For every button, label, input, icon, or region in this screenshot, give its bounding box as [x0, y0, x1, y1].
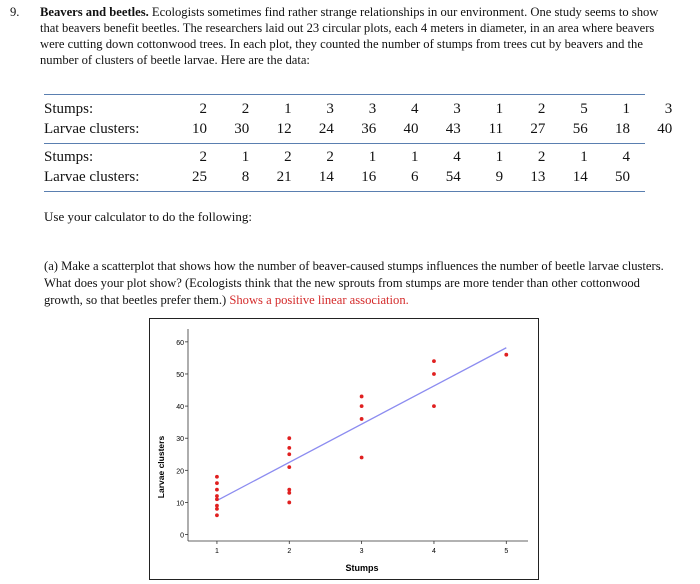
data-point: [360, 456, 364, 460]
data-table-block-1: [44, 101, 673, 141]
row1-larvae-cell: 43: [445, 121, 461, 137]
row1-stumps-cell: 3: [453, 101, 461, 117]
row1-larvae-cell: 12: [276, 121, 292, 137]
data-point: [432, 372, 436, 376]
data-point: [287, 446, 291, 450]
part-a-question: (a) Make a scatterplot that shows how the number of beaver-caused stumps influences the number of beetle larvae clusters. What does your plot show? (Ecologists think that the new sprouts from stumps are more tender than other cottonwood growth, so that beetles prefer them.): [44, 259, 664, 307]
table-mid-rule: [44, 143, 645, 144]
row2-stumps-cell: 2: [537, 149, 546, 165]
y-tick-label: 10: [176, 500, 184, 508]
row1-stumps-cell: 2: [241, 101, 250, 117]
data-point: [215, 504, 219, 508]
row2-stumps-cell: 1: [241, 149, 250, 165]
y-tick-label: 30: [176, 436, 184, 444]
row2-larvae-cell: 16: [361, 169, 377, 185]
stumps-label: Stumps:: [44, 149, 94, 165]
row1-larvae-cell: 11: [488, 121, 504, 137]
data-point: [360, 404, 364, 408]
data-point: [287, 436, 291, 440]
row1-larvae-cell: 10: [192, 121, 207, 137]
data-point: [287, 491, 291, 495]
scatterplot-frame: [149, 318, 539, 580]
data-point: [287, 465, 291, 469]
x-tick-label: 1: [214, 548, 219, 555]
y-tick-label: 50: [176, 371, 184, 379]
data-point: [215, 475, 219, 479]
row2-stumps-cell: 2: [199, 149, 207, 165]
row2-larvae-cell: 8: [241, 169, 250, 185]
row1-stumps-cell: 3: [664, 101, 673, 117]
row1-larvae-cell: 36: [361, 121, 377, 137]
data-point: [360, 395, 364, 399]
x-axis-label: Stumps: [345, 563, 379, 573]
table-top-rule: [44, 94, 645, 95]
problem-statement: [10, 4, 680, 68]
row2-stumps-cell: 2: [284, 149, 292, 165]
y-tick-label: 60: [176, 339, 184, 347]
row1-larvae-cell: 40: [403, 121, 419, 137]
row1-larvae-cell: 18: [615, 121, 630, 137]
row2-stumps-cell: 4: [622, 149, 630, 165]
problem-number: 9.: [10, 5, 20, 19]
row2-larvae-cell: 25: [192, 169, 207, 185]
row1-stumps-cell: 1: [622, 101, 630, 117]
row2-stumps-cell: 4: [453, 149, 461, 165]
larvae-label: Larvae clusters:: [44, 121, 140, 137]
row2-larvae-cell: 14: [572, 169, 588, 185]
stumps-label: Stumps:: [44, 101, 94, 117]
y-axis-label: Larvae clusters: [156, 435, 166, 499]
row2-larvae-cell: 13: [530, 169, 546, 185]
data-point: [504, 353, 508, 357]
row2-larvae-cell: 9: [495, 169, 504, 185]
row1-stumps-cell: 4: [411, 101, 419, 117]
part-a: [44, 258, 674, 309]
table-bottom-rule: [44, 191, 645, 192]
part-a-answer: Shows a positive linear association.: [229, 293, 409, 307]
row2-stumps-cell: 1: [495, 149, 504, 165]
row1-larvae-cell: 30: [234, 121, 250, 137]
row2-larvae-cell: 21: [276, 169, 292, 185]
y-tick-label: 0: [180, 532, 184, 540]
larvae-label: Larvae clusters:: [44, 169, 140, 185]
row2-stumps-cell: 1: [580, 149, 588, 165]
row1-stumps-cell: 3: [326, 101, 334, 117]
row2-stumps-cell: 1: [411, 149, 419, 165]
row1-stumps-cell: 5: [580, 101, 588, 117]
data-point: [287, 501, 291, 505]
data-point: [215, 513, 219, 517]
row2-larvae-cell: 54: [445, 169, 461, 185]
instruction-text: Use your calculator to do the following:: [44, 209, 252, 224]
row1-stumps-cell: 2: [199, 101, 207, 117]
x-tick-label: 4: [432, 548, 436, 555]
row1-larvae-cell: 24: [318, 121, 334, 137]
x-tick-label: 2: [287, 548, 292, 555]
data-point: [360, 417, 364, 421]
x-tick-label: 5: [504, 548, 509, 555]
data-point: [432, 359, 436, 363]
data-point: [432, 404, 436, 408]
y-tick-label: 40: [176, 404, 184, 412]
problem-title: Beavers and beetles.: [40, 5, 149, 19]
row2-stumps-cell: 2: [326, 149, 334, 165]
row1-stumps-cell: 1: [284, 101, 292, 117]
fit-line: [217, 348, 506, 501]
row2-larvae-cell: 50: [615, 169, 630, 185]
row1-larvae-cell: 56: [572, 121, 588, 137]
row1-larvae-cell: 40: [657, 121, 673, 137]
row2-stumps-cell: 1: [368, 149, 377, 165]
data-table-block-2: [44, 149, 654, 189]
x-tick-label: 3: [359, 548, 364, 555]
row1-larvae-cell: 27: [530, 121, 546, 137]
row1-stumps-cell: 2: [537, 101, 546, 117]
row2-larvae-cell: 6: [411, 169, 419, 185]
data-point: [287, 452, 291, 456]
data-point: [215, 497, 219, 501]
data-point: [215, 488, 219, 492]
row1-stumps-cell: 3: [368, 101, 377, 117]
scatterplot: [150, 319, 538, 579]
data-point: [215, 481, 219, 485]
row1-stumps-cell: 1: [495, 101, 504, 117]
problem-text: Ecologists sometimes find rather strange relationships in our environment. One study seems to show that beavers benefit beetles. The researchers laid out 23 circular plots, each 4 meters in diameter, in an area where beavers were cutting down cottonwood trees. In each plot, they counted the number of stumps from trees cut by beavers and the number of clusters of beetle larvae. Here are the data:: [40, 5, 659, 67]
row2-larvae-cell: 14: [318, 169, 334, 185]
y-tick-label: 20: [176, 468, 184, 476]
